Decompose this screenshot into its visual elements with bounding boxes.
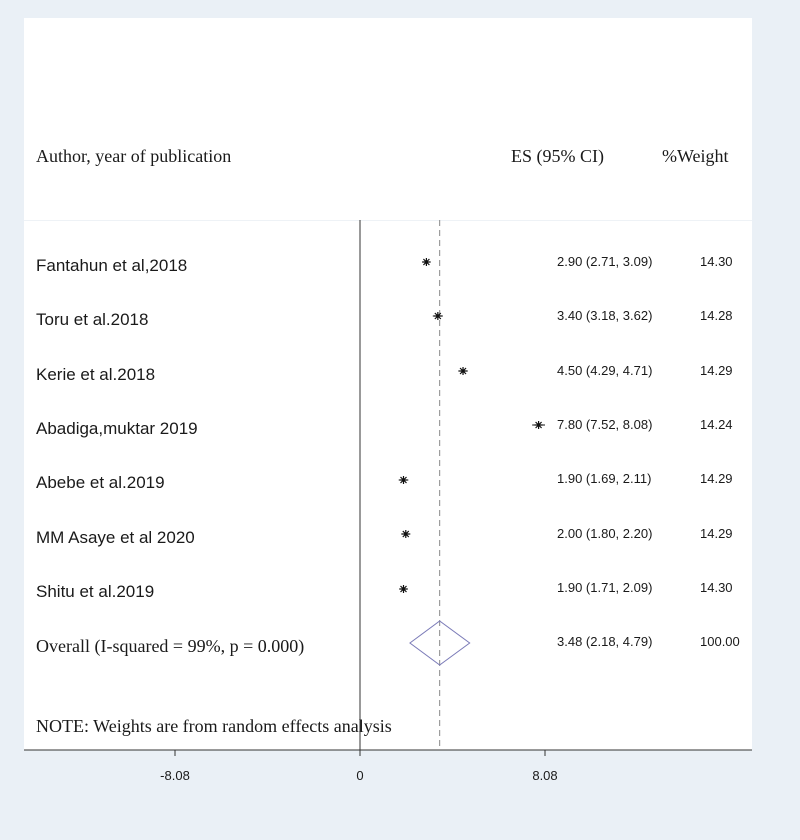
study-point-center bbox=[402, 587, 406, 591]
study-point-center bbox=[402, 478, 406, 482]
overall-label: Overall (I-squared = 99%, p = 0.000) bbox=[36, 636, 305, 656]
x-ticks bbox=[160, 750, 557, 783]
study-marker bbox=[422, 258, 431, 266]
study-point-center bbox=[404, 532, 408, 536]
x-tick-label: 0 bbox=[356, 768, 364, 783]
study-es-value: 2.90 (2.71, 3.09) bbox=[557, 254, 653, 269]
study-weight-value: 14.24 bbox=[700, 417, 733, 432]
study-es-value: 1.90 (1.69, 2.11) bbox=[557, 471, 652, 486]
study-point-center bbox=[537, 423, 541, 427]
study-es-value: 1.90 (1.71, 2.09) bbox=[557, 580, 653, 595]
study-point-center bbox=[425, 260, 429, 264]
study-label: Abadiga,muktar 2019 bbox=[36, 419, 198, 438]
study-label: MM Asaye et al 2020 bbox=[36, 528, 195, 547]
study-point-center bbox=[461, 369, 465, 373]
study-label: Shitu et al.2019 bbox=[36, 582, 155, 601]
study-marker bbox=[401, 530, 410, 538]
study-es-value: 3.40 (3.18, 3.62) bbox=[557, 308, 653, 323]
column-header-study: Author, year of publication bbox=[36, 146, 232, 166]
column-header-weight: %Weight bbox=[662, 146, 729, 166]
study-label: Kerie et al.2018 bbox=[36, 365, 156, 384]
study-es-value: 7.80 (7.52, 8.08) bbox=[557, 417, 653, 432]
study-marker bbox=[399, 476, 409, 484]
study-marker bbox=[532, 421, 545, 429]
study-weight-value: 14.29 bbox=[700, 526, 733, 541]
overall-weight-value: 100.00 bbox=[700, 634, 740, 649]
study-marker bbox=[399, 585, 408, 593]
x-tick-label: -8.08 bbox=[160, 768, 190, 783]
study-markers bbox=[399, 258, 545, 593]
study-marker bbox=[433, 312, 443, 320]
study-weight-value: 14.29 bbox=[700, 471, 733, 486]
study-weight-value: 14.30 bbox=[700, 580, 733, 595]
study-point-center bbox=[436, 314, 440, 318]
study-label: Fantahun et al,2018 bbox=[36, 256, 188, 275]
study-label: Toru et al.2018 bbox=[36, 310, 149, 329]
study-es-value: 2.00 (1.80, 2.20) bbox=[557, 526, 653, 541]
study-weight-value: 14.30 bbox=[700, 254, 733, 269]
column-header-es: ES (95% CI) bbox=[511, 146, 604, 166]
study-es-value: 4.50 (4.29, 4.71) bbox=[557, 363, 653, 378]
overall-es-value: 3.48 (2.18, 4.79) bbox=[557, 634, 653, 649]
study-weight-value: 14.29 bbox=[700, 363, 733, 378]
study-marker bbox=[458, 367, 468, 375]
study-weight-value: 14.28 bbox=[700, 308, 733, 323]
footnote: NOTE: Weights are from random effects analysis bbox=[36, 716, 392, 736]
study-label: Abebe et al.2019 bbox=[36, 473, 165, 492]
x-tick-label: 8.08 bbox=[532, 768, 558, 783]
